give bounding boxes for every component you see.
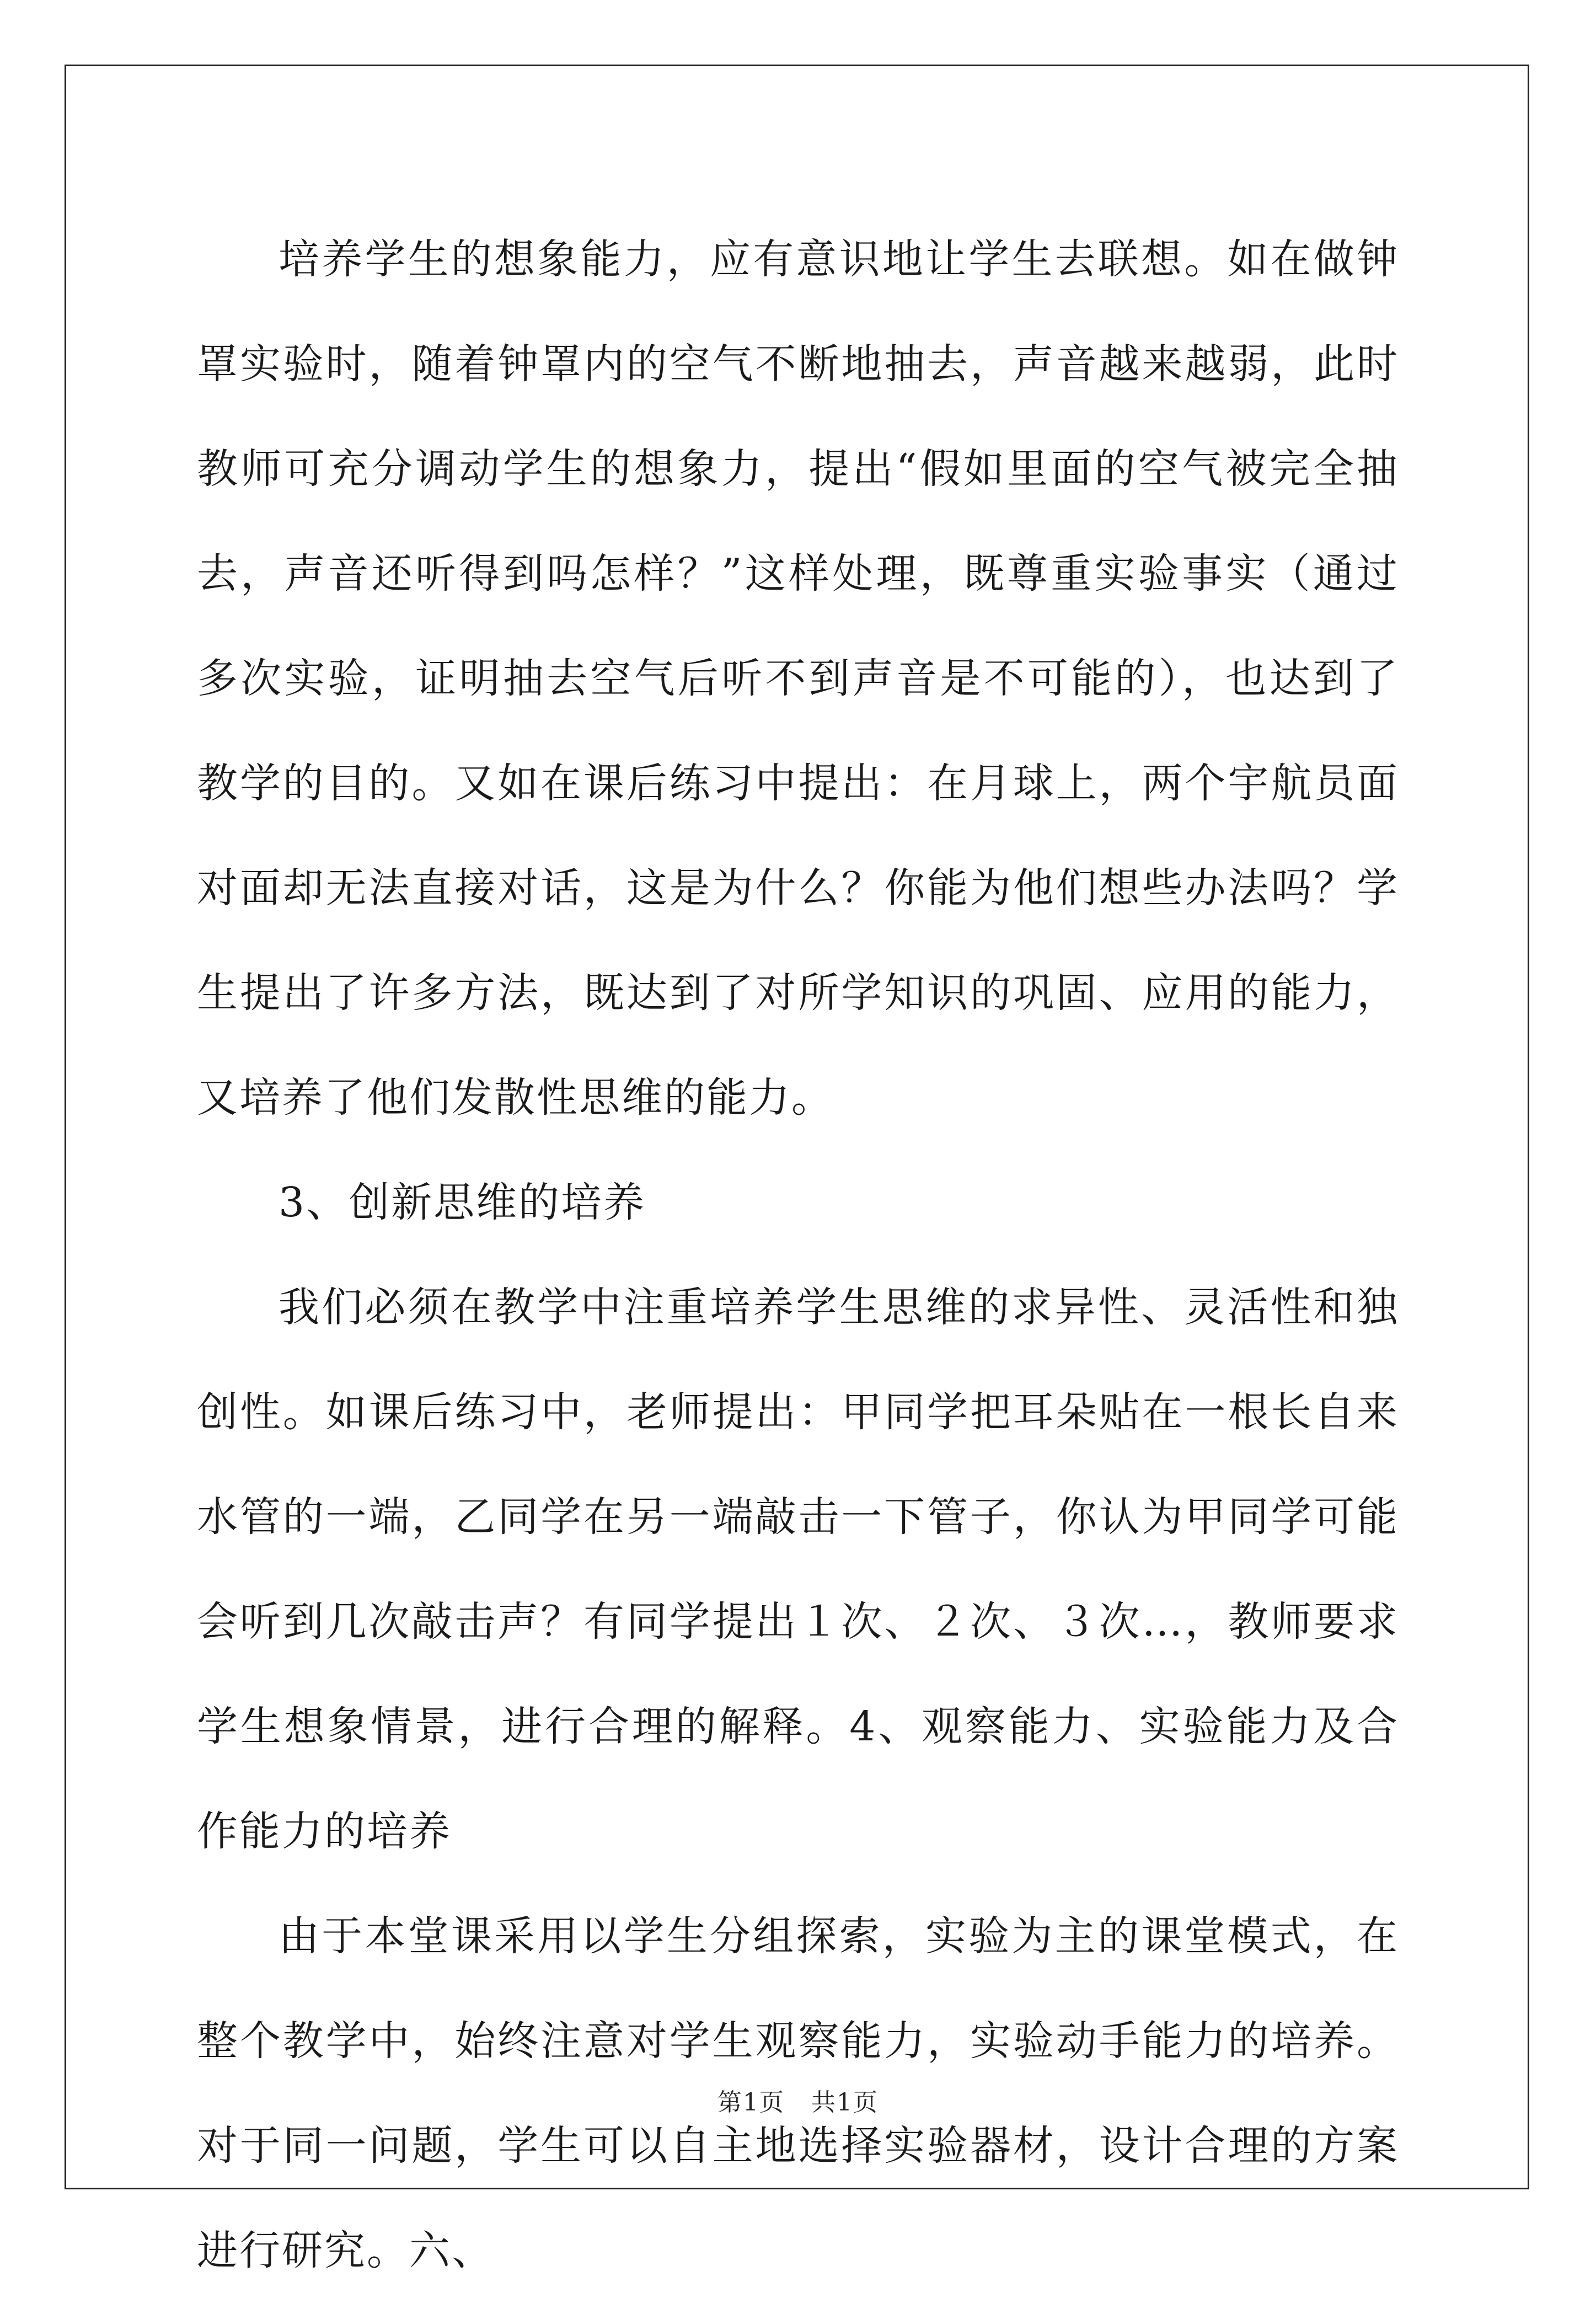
paragraph-imagination: 培养学生的想象能力，应有意识地让学生去联想。如在做钟罩实验时，随着钟罩内的空气不断地抽去，声音越来越弱，此时教师可充分调动学生的想象力，提出“假如里面的空气被完全抽去，声音还听得到吗怎样？”这样处理，既尊重实验事实（通过多次实验，证明抽去空气后听不到声音是不可能的），也达到了教学的目的。又如在课后练习中提出：在月球上，两个宇航员面对面却无法直接对话，这是为什么？你能为他们想些办法吗？学生提出了许多方法，既达到了对所学知识的巩固、应用的能力，又培养了他们发散性思维的能力。 [197, 236, 1399, 1121]
section-heading-innovation: 3、创新思维的培养 [279, 1179, 646, 1226]
paragraph-observation: 由于本堂课采用以学生分组探索，实验为主的课堂模式，在整个教学中，始终注意对学生观察能力，实验动手能力的培养。对于同一问题，学生可以自主地选择实验器材，设计合理的方案进行研究。六、 [197, 1912, 1399, 2274]
page-footer [0, 2082, 1596, 2118]
page-total: 共1页 [811, 2088, 879, 2117]
page-number: 第1页 [717, 2088, 785, 2117]
document-body [197, 207, 1399, 2303]
paragraph-innovation: 我们必须在教学中注重培养学生思维的求异性、灵活性和独创性。如课后练习中，老师提出：甲同学把耳朵贴在一根长自来水管的一端，乙同学在另一端敲击一下管子，你认为甲同学可能会听到几次敲击声？有同学提出１次、２次、３次…，教师要求学生想象情景，进行合理的解释。4、观察能力、实验能力及合作能力的培养 [197, 1284, 1399, 1855]
